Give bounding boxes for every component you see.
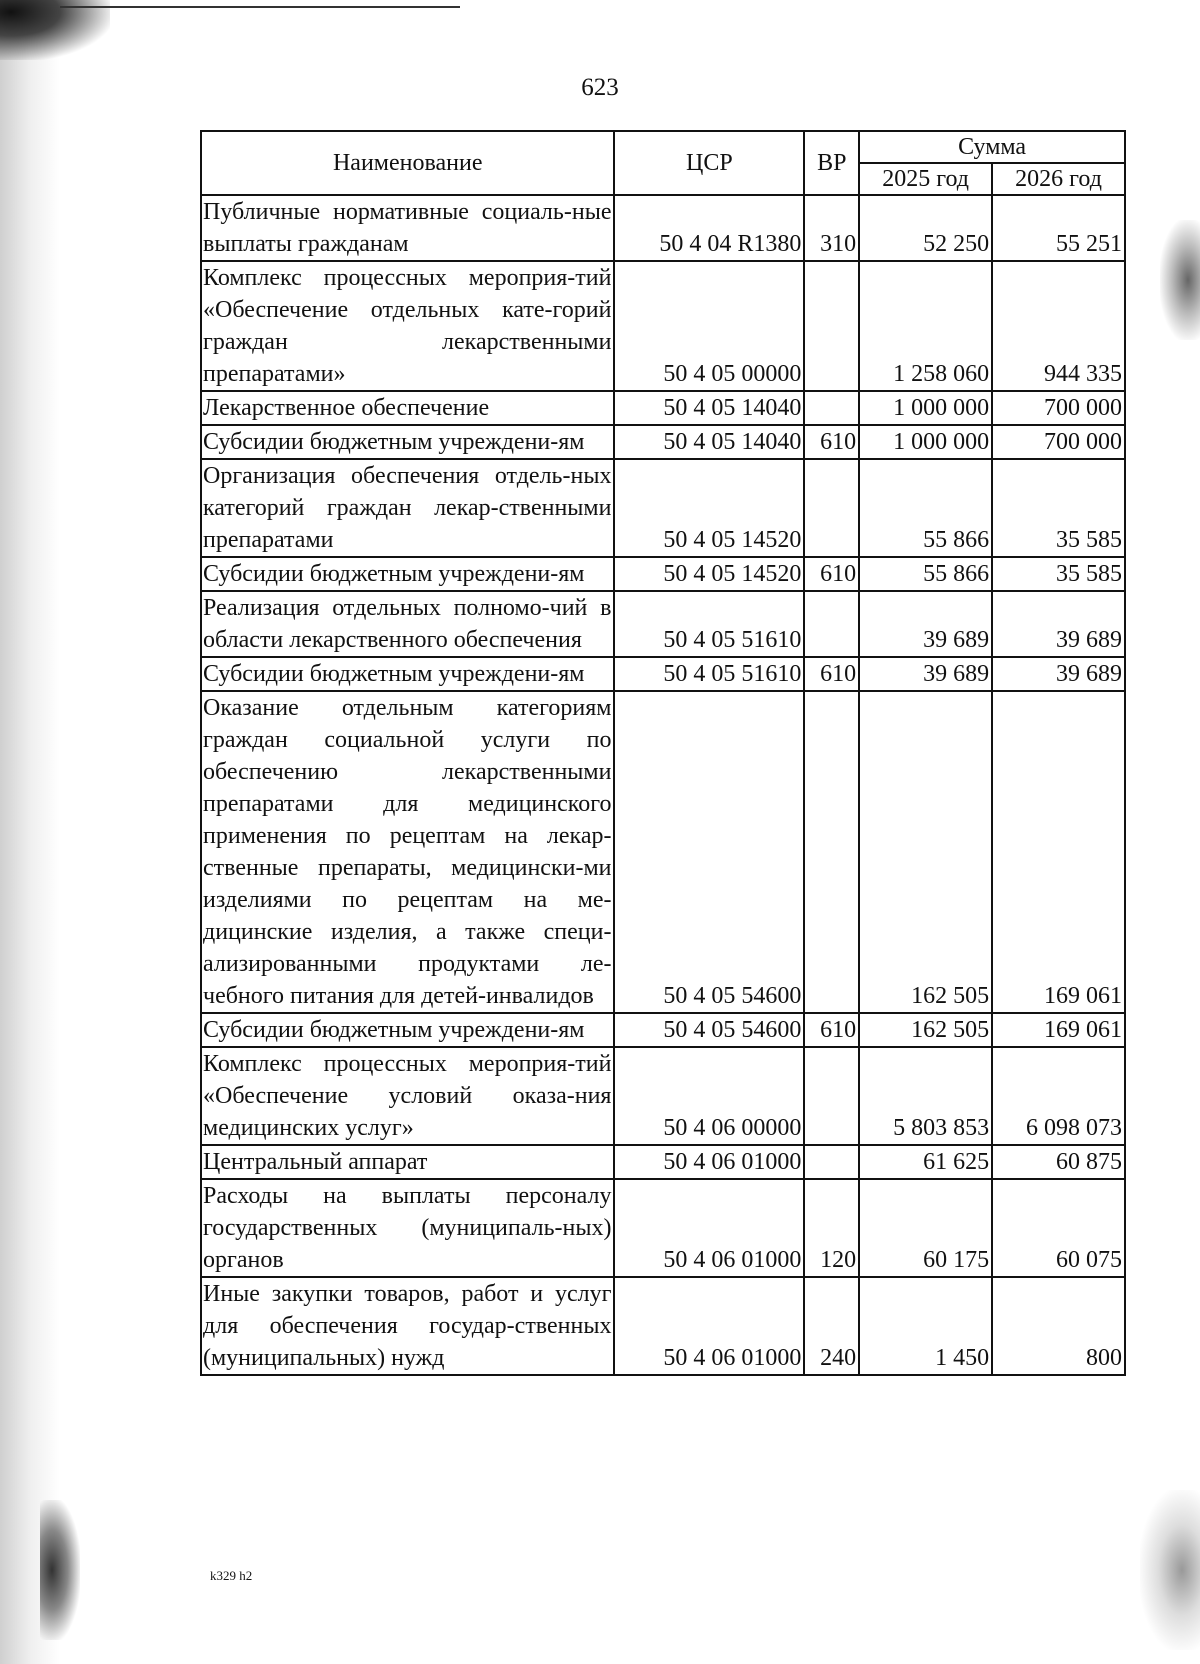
row-csr: 50 4 05 14520	[614, 557, 804, 591]
row-sum-2026: 60 875	[992, 1145, 1125, 1179]
scan-artifact-bottom-right	[1140, 1490, 1200, 1650]
row-name: Иные закупки товаров, работ и услуг для обеспечения государ-ственных (муниципальных) нужд	[201, 1277, 614, 1375]
table-row	[201, 1179, 1125, 1277]
row-vr: 240	[804, 1277, 859, 1375]
scan-artifact-top-line	[60, 6, 460, 8]
row-sum-2026: 700 000	[992, 391, 1125, 425]
row-vr: 610	[804, 557, 859, 591]
row-name: Лекарственное обеспечение	[201, 391, 614, 425]
row-sum-2025: 55 866	[859, 459, 992, 557]
row-name: Комплекс процессных мероприя-тий «Обеспечение условий оказа-ния медицинских услуг»	[201, 1047, 614, 1145]
row-vr	[804, 391, 859, 425]
page-number: 623	[581, 74, 619, 101]
row-vr	[804, 261, 859, 391]
table-body	[201, 195, 1125, 1375]
row-sum-2025: 162 505	[859, 1013, 992, 1047]
row-vr: 310	[804, 195, 859, 261]
row-csr: 50 4 05 14040	[614, 425, 804, 459]
row-sum-2026: 169 061	[992, 1013, 1125, 1047]
row-name: Реализация отдельных полномо-чий в области лекарственного обеспечения	[201, 591, 614, 657]
header-sum: Сумма	[859, 131, 1125, 163]
row-sum-2025: 1 000 000	[859, 391, 992, 425]
row-sum-2025: 52 250	[859, 195, 992, 261]
row-sum-2026: 39 689	[992, 657, 1125, 691]
row-name: Комплекс процессных мероприя-тий «Обеспечение отдельных кате-горий граждан лекарственными препаратами»	[201, 261, 614, 391]
row-name: Субсидии бюджетным учреждени-ям	[201, 425, 614, 459]
row-csr: 50 4 05 00000	[614, 261, 804, 391]
row-csr: 50 4 05 14520	[614, 459, 804, 557]
row-vr: 610	[804, 1013, 859, 1047]
footer-code: k329 h2	[210, 1568, 253, 1583]
table-row	[201, 1047, 1125, 1145]
header-vr: ВР	[804, 131, 859, 195]
table-row	[201, 459, 1125, 557]
row-name: Публичные нормативные социаль-ные выплаты гражданам	[201, 195, 614, 261]
row-sum-2025: 1 258 060	[859, 261, 992, 391]
row-sum-2026: 944 335	[992, 261, 1125, 391]
row-csr: 50 4 04 R1380	[614, 195, 804, 261]
table-row	[201, 1013, 1125, 1047]
table-row	[201, 591, 1125, 657]
row-vr: 610	[804, 425, 859, 459]
table-row	[201, 1145, 1125, 1179]
row-name: Организация обеспечения отдель-ных категорий граждан лекар-ственными препаратами	[201, 459, 614, 557]
header-year-2025: 2025 год	[859, 163, 992, 195]
header-csr: ЦСР	[614, 131, 804, 195]
scan-artifact-bottom-left	[40, 1500, 80, 1640]
table-row	[201, 557, 1125, 591]
row-sum-2026: 60 075	[992, 1179, 1125, 1277]
row-sum-2025: 162 505	[859, 691, 992, 1013]
row-sum-2025: 60 175	[859, 1179, 992, 1277]
table-row	[201, 391, 1125, 425]
row-name: Субсидии бюджетным учреждени-ям	[201, 557, 614, 591]
row-vr: 120	[804, 1179, 859, 1277]
scan-artifact-corner	[0, 0, 110, 60]
row-csr: 50 4 05 14040	[614, 391, 804, 425]
row-name: Субсидии бюджетным учреждени-ям	[201, 1013, 614, 1047]
row-sum-2026: 55 251	[992, 195, 1125, 261]
row-sum-2026: 35 585	[992, 459, 1125, 557]
row-sum-2025: 1 450	[859, 1277, 992, 1375]
row-vr	[804, 1145, 859, 1179]
row-csr: 50 4 06 01000	[614, 1179, 804, 1277]
row-csr: 50 4 05 54600	[614, 691, 804, 1013]
row-sum-2025: 1 000 000	[859, 425, 992, 459]
row-vr	[804, 691, 859, 1013]
row-name: Центральный аппарат	[201, 1145, 614, 1179]
table-row	[201, 425, 1125, 459]
row-sum-2026: 800	[992, 1277, 1125, 1375]
row-vr: 610	[804, 657, 859, 691]
header-name: Наименование	[201, 131, 614, 195]
row-sum-2026: 35 585	[992, 557, 1125, 591]
row-name: Оказание отдельным категориям граждан социальной услуги по обеспечению лекарственными препаратами для медицинского применения по рецептам на лекар-ственные препараты, медицински-ми изделиями по рецептам на ме-дицинские изделия, а также специ-ализированными продуктами ле-чебного питания для детей-инвалидов	[201, 691, 614, 1013]
row-sum-2025: 39 689	[859, 657, 992, 691]
row-sum-2026: 39 689	[992, 591, 1125, 657]
table-row	[201, 261, 1125, 391]
table-header	[201, 131, 1125, 195]
row-sum-2026: 700 000	[992, 425, 1125, 459]
scan-shadow-left	[0, 0, 60, 1664]
table-row	[201, 691, 1125, 1013]
table-row	[201, 657, 1125, 691]
row-name: Субсидии бюджетным учреждени-ям	[201, 657, 614, 691]
row-sum-2025: 55 866	[859, 557, 992, 591]
row-vr	[804, 591, 859, 657]
row-csr: 50 4 05 51610	[614, 657, 804, 691]
header-year-2026: 2026 год	[992, 163, 1125, 195]
row-name: Расходы на выплаты персоналу государственных (муниципаль-ных) органов	[201, 1179, 614, 1277]
row-csr: 50 4 05 51610	[614, 591, 804, 657]
table-row	[201, 195, 1125, 261]
row-csr: 50 4 06 00000	[614, 1047, 804, 1145]
row-csr: 50 4 06 01000	[614, 1277, 804, 1375]
scan-artifact-right	[1160, 220, 1200, 340]
row-sum-2025: 5 803 853	[859, 1047, 992, 1145]
row-sum-2026: 6 098 073	[992, 1047, 1125, 1145]
row-vr	[804, 1047, 859, 1145]
row-vr	[804, 459, 859, 557]
budget-table	[200, 130, 1126, 1376]
row-csr: 50 4 06 01000	[614, 1145, 804, 1179]
row-sum-2025: 39 689	[859, 591, 992, 657]
table-row	[201, 1277, 1125, 1375]
row-sum-2026: 169 061	[992, 691, 1125, 1013]
row-csr: 50 4 05 54600	[614, 1013, 804, 1047]
row-sum-2025: 61 625	[859, 1145, 992, 1179]
